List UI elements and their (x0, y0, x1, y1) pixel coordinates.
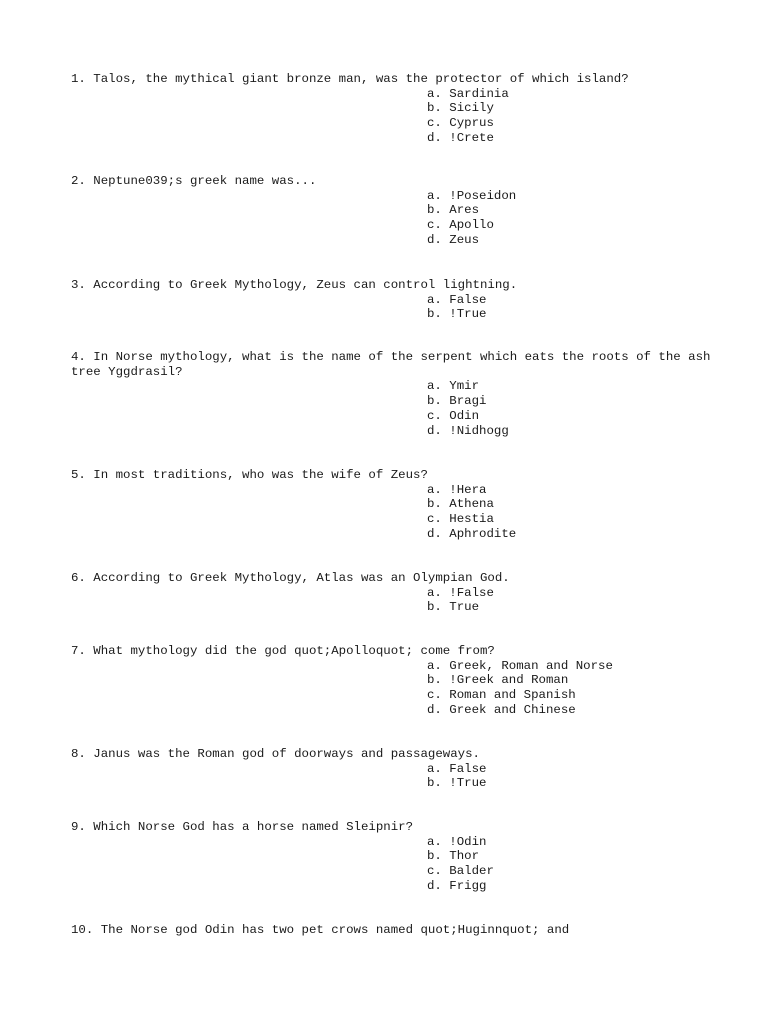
choice-c: c. Hestia (427, 512, 494, 527)
question-9 (71, 820, 711, 894)
answer-choices (427, 762, 711, 791)
choice-c: c. Odin (427, 408, 480, 423)
choice-d: d. !Nidhogg (427, 423, 509, 438)
choice-d: d. Aphrodite (427, 526, 517, 541)
choice-a: a. Greek, Roman and Norse (427, 658, 613, 673)
question-text: 3. According to Greek Mythology, Zeus can control lightning. (71, 278, 518, 292)
question-text: 7. What mythology did the god quot;Apolloquot; come from? (71, 644, 495, 658)
choice-a: a. !Poseidon (427, 188, 517, 203)
choice-a: a. !False (427, 585, 494, 600)
question-text: 1. Talos, the mythical giant bronze man, was the protector of which island? (71, 72, 629, 86)
question-text: 5. In most traditions, who was the wife of Zeus? (71, 468, 428, 482)
question-10 (71, 923, 711, 938)
question-8 (71, 747, 711, 791)
choice-b: b. Ares (427, 203, 480, 218)
choice-b: b. !True (427, 307, 487, 322)
answer-choices (427, 586, 711, 615)
choice-c: c. Roman and Spanish (427, 688, 576, 703)
question-4 (71, 350, 718, 438)
choice-a: a. False (427, 761, 487, 776)
choice-d: d. Zeus (427, 232, 480, 247)
answer-choices (427, 293, 711, 322)
answer-choices (427, 483, 711, 542)
question-text: 10. The Norse god Odin has two pet crows named quot;Huginnquot; and (71, 923, 570, 937)
choice-a: a. !Odin (427, 834, 487, 849)
choice-b: b. True (427, 600, 480, 615)
question-3 (71, 278, 711, 322)
answer-choices (427, 189, 711, 248)
question-text: 8. Janus was the Roman god of doorways and passageways. (71, 747, 480, 761)
choice-a: a. Sardinia (427, 86, 509, 101)
choice-d: d. Greek and Chinese (427, 702, 576, 717)
choice-b: b. !True (427, 776, 487, 791)
choice-b: b. !Greek and Roman (427, 673, 569, 688)
question-7 (71, 644, 711, 718)
question-6 (71, 571, 711, 615)
question-1 (71, 72, 711, 146)
question-text: 6. According to Greek Mythology, Atlas was an Olympian God. (71, 571, 510, 585)
question-text: 2. Neptune039;s greek name was... (71, 174, 317, 188)
choice-b: b. Sicily (427, 101, 494, 116)
choice-b: b. Thor (427, 849, 480, 864)
choice-a: a. Ymir (427, 379, 480, 394)
choice-a: a. !Hera (427, 482, 487, 497)
choice-d: d. Frigg (427, 878, 487, 893)
answer-choices (427, 87, 711, 146)
answer-choices (427, 835, 711, 894)
choice-a: a. False (427, 292, 487, 307)
choice-c: c. Apollo (427, 218, 494, 233)
question-text: 4. In Norse mythology, what is the name of the serpent which eats the roots of the ash tree Yggdrasil? (71, 350, 718, 379)
choice-c: c. Balder (427, 864, 494, 879)
choice-c: c. Cyprus (427, 116, 494, 131)
choice-b: b. Bragi (427, 394, 487, 409)
choice-d: d. !Crete (427, 130, 494, 145)
question-5 (71, 468, 711, 542)
answer-choices (427, 659, 711, 718)
question-2 (71, 174, 711, 248)
choice-b: b. Athena (427, 497, 494, 512)
question-text: 9. Which Norse God has a horse named Sleipnir? (71, 820, 414, 834)
answer-choices (427, 379, 711, 438)
